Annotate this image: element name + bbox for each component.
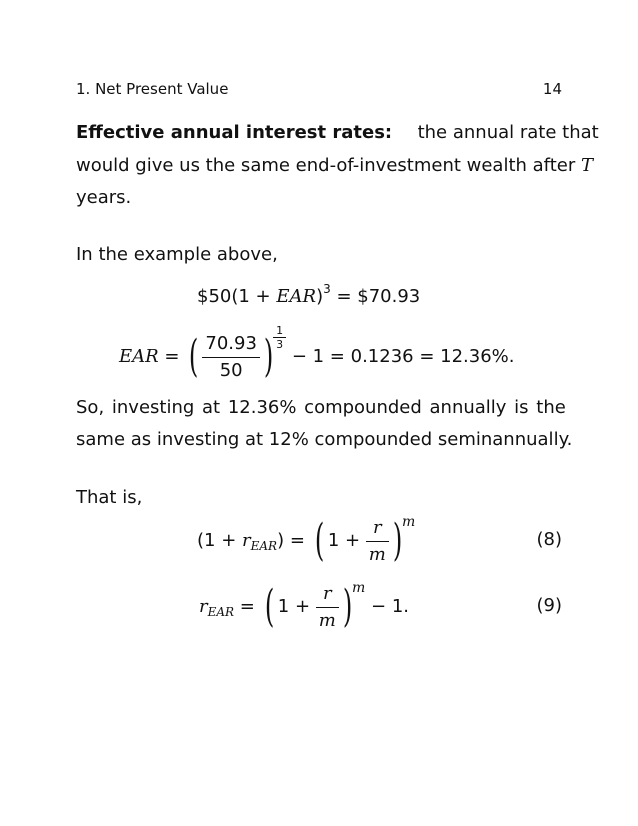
- definition-text-2: would give us the same end-of-investment wealth after: [76, 155, 581, 176]
- eq8-power: m: [402, 514, 416, 530]
- eq9-den: m: [316, 607, 339, 632]
- definition-term: Effective annual interest rates:: [76, 122, 393, 143]
- eq-ear-fraction: [202, 333, 260, 382]
- eq8-den: m: [366, 541, 389, 566]
- that-is: That is,: [76, 487, 143, 508]
- eq9-num: r: [323, 582, 332, 604]
- eq8-lparen: (: [314, 515, 324, 566]
- equation-9: [199, 576, 409, 638]
- eq8-r: r: [242, 530, 251, 551]
- eq-ear-rhs: − 1 = 0.1236 = 12.36%.: [286, 346, 515, 367]
- conclusion-line-1: So, investing at 12.36% compounded annually is the: [76, 397, 566, 418]
- eq8-lhs-close: ) =: [277, 530, 311, 551]
- eq-ear-numerator: 70.93: [205, 332, 257, 354]
- eq8-lhs-open: (1 +: [197, 530, 242, 551]
- equation-wealth: [197, 282, 421, 307]
- definition-line-3: years.: [76, 187, 132, 208]
- eq-wealth-rhs: = $70.93: [330, 286, 421, 307]
- conclusion-line-2: same as investing at 12% compounded seminannually.: [76, 429, 573, 450]
- eq9-equals: =: [234, 596, 261, 617]
- eq-wealth-var: EAR: [276, 286, 317, 307]
- eq-ear-exp-den: 3: [273, 337, 286, 350]
- eq9-fraction: [316, 583, 339, 632]
- eq9-tail: − 1.: [365, 596, 409, 617]
- running-header-section: 1. Net Present Value: [76, 80, 229, 98]
- definition-text-1: the annual rate that: [417, 122, 599, 143]
- eq-ear-rparen: ): [263, 331, 274, 382]
- equation-8-number: (8): [536, 529, 562, 550]
- page-number: 14: [542, 80, 562, 98]
- eq9-subscript: EAR: [207, 605, 235, 619]
- eq-ear-equals: =: [158, 346, 186, 367]
- eq-ear-lparen: (: [189, 331, 199, 382]
- equation-ear-solve: [119, 323, 515, 388]
- eq8-fraction: [366, 517, 389, 566]
- eq-ear-lhs: EAR: [119, 346, 159, 367]
- eq8-rparen: ): [392, 515, 403, 566]
- variable-T: T: [580, 155, 593, 176]
- eq-wealth-power: 3: [323, 282, 331, 296]
- eq9-rparen: ): [342, 581, 353, 632]
- eq8-num: r: [373, 516, 382, 538]
- equation-8: [197, 510, 415, 572]
- example-intro: In the example above,: [76, 244, 278, 265]
- eq9-one-plus: 1 +: [277, 596, 316, 617]
- eq9-power: m: [352, 580, 366, 596]
- eq-ear-exponent: [273, 325, 286, 350]
- eq9-r: r: [199, 596, 208, 617]
- equation-9-number: (9): [536, 595, 562, 616]
- eq-ear-denominator: 50: [202, 357, 260, 382]
- eq9-lparen: (: [264, 581, 274, 632]
- eq-wealth-rparen: ): [316, 286, 324, 307]
- eq-ear-exp-num: 1: [276, 323, 284, 337]
- eq8-one-plus: 1 +: [327, 530, 366, 551]
- eq8-subscript: EAR: [250, 539, 278, 553]
- definition-line-1: [76, 122, 599, 143]
- definition-line-2: [76, 155, 593, 176]
- eq-wealth-prefix: $50(1 +: [197, 286, 277, 307]
